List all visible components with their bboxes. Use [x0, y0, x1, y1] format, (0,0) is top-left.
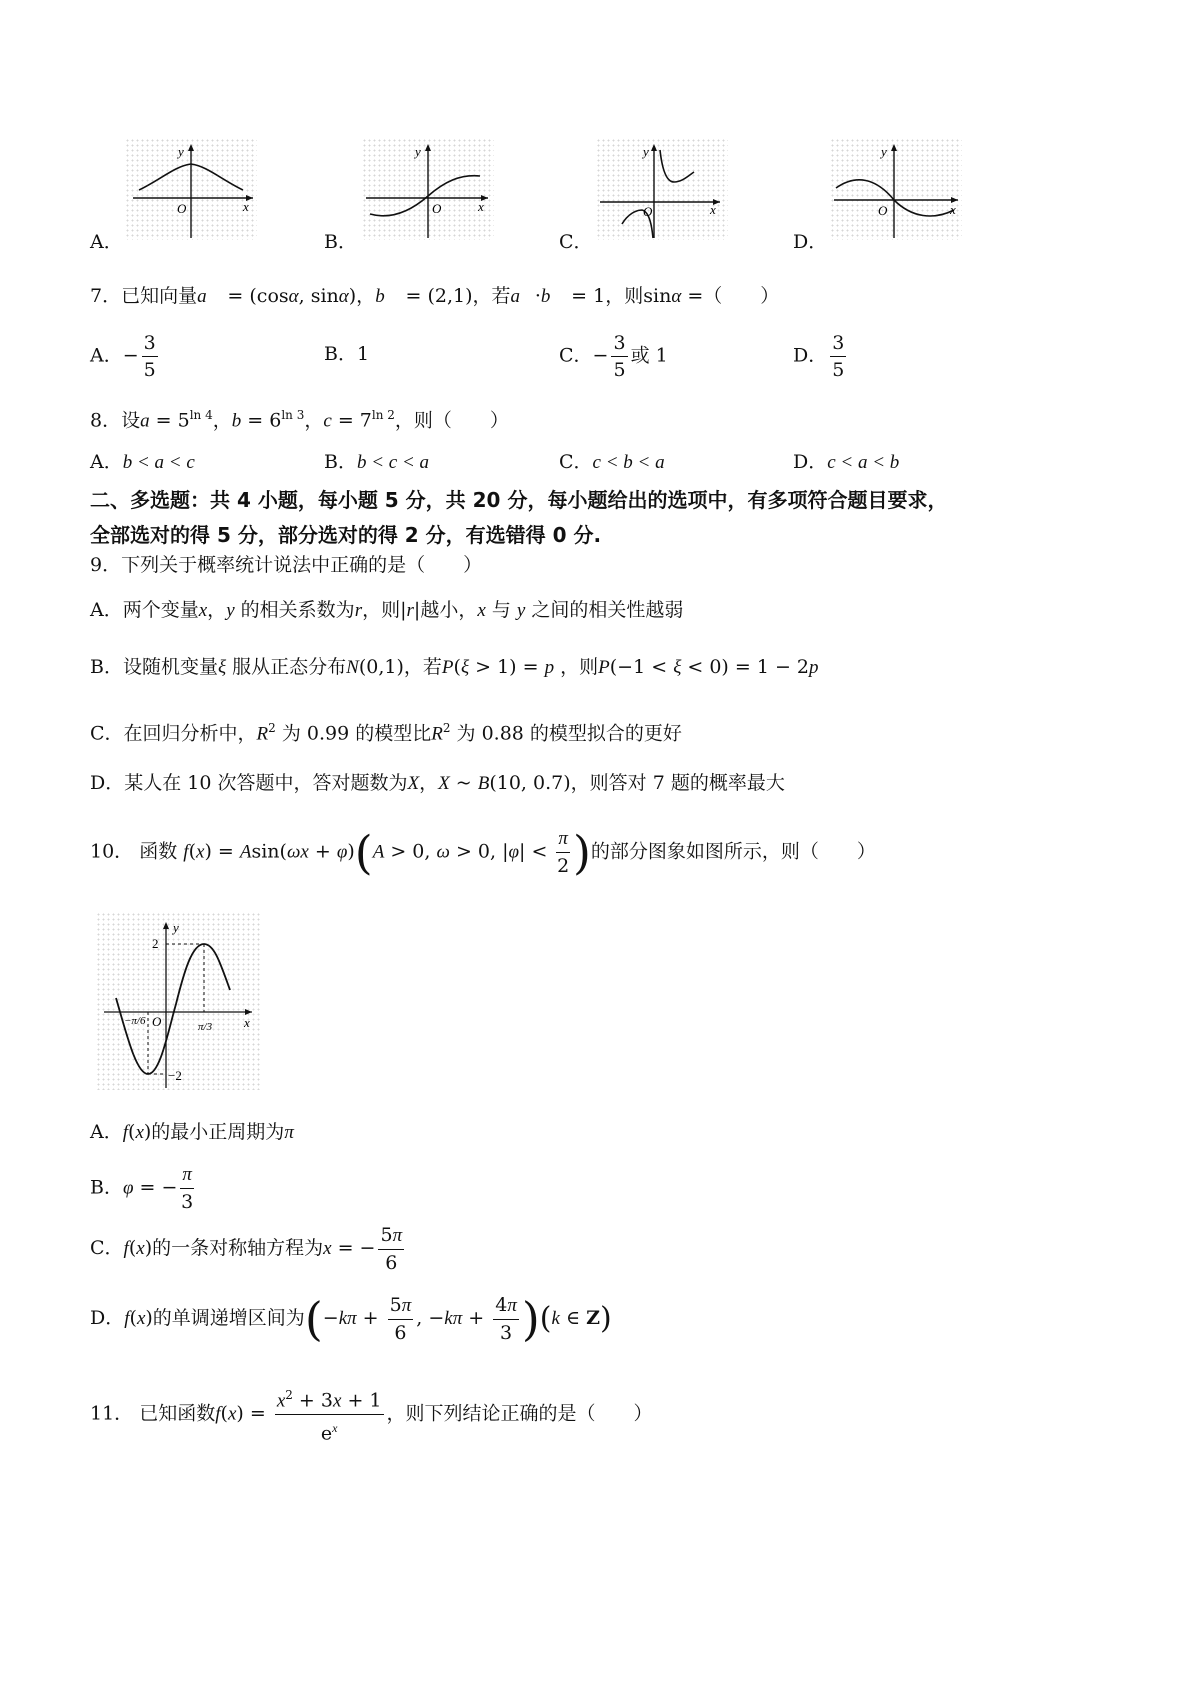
q6-option-c-label: C． — [559, 231, 593, 253]
graph-d-svg — [830, 138, 962, 240]
x-left-tick-label: −π/6 — [124, 1015, 146, 1027]
y-max-label: 2 — [152, 936, 159, 951]
q10-option-a: A．f(x)的最小正周期为π — [90, 1121, 294, 1143]
y-axis-label: y — [173, 920, 179, 935]
x-axis-label: x — [478, 199, 484, 214]
q9-option-d: D．某人在 10 次答题中，答对题数为X，X ~ B(10, 0.7)，则答对 7 题的概率最大 — [90, 772, 785, 794]
q11-stem: 11． 已知函数f(x) = $\frac{x^2 + 3x + 1}{e^x}$ ，则下列结论正确的是（ ） — [90, 1382, 653, 1447]
q6-option-d-label: D． — [793, 231, 828, 253]
q9-option-a: A．两个变量x，y 的相关系数为r，则|r|越小，x 与 y 之间的相关性越弱 — [90, 599, 684, 621]
graph-a — [125, 138, 257, 240]
q8-stem: 8．设$a = 5^{ln 4}$，$b = 6^{ln 3}$，$c = 7^{ln 2}$，则（ ） — [90, 408, 509, 432]
section-2-heading-line1: 二、多选题：共 4 小题，每小题 5 分，共 20 分，每小题给出的选项中，有多项符合题目要求， — [90, 488, 948, 512]
q7-option-c: C．− $\frac{3}{5}$ 或 1 — [559, 332, 668, 381]
graph-b-svg — [362, 138, 494, 240]
q10-graph-svg — [96, 912, 262, 1090]
vector-a: a⃗ — [197, 286, 222, 307]
q7-option-b: B．1 — [324, 343, 370, 365]
q6-option-a-label: A． — [90, 231, 123, 253]
graph-c — [596, 138, 728, 240]
x-right-tick-label: π/3 — [198, 1021, 213, 1033]
q9-stem: 9．下列关于概率统计说法中正确的是（ ） — [90, 554, 483, 576]
q8-option-c: C．c < b < a — [559, 451, 665, 473]
graph-b — [362, 138, 494, 240]
y-axis-label: y — [881, 144, 887, 159]
origin-label: O — [432, 201, 442, 216]
q8-option-d: D．c < a < b — [793, 451, 900, 473]
section-2-heading-line2: 全部选对的得 5 分，部分选对的得 2 分，有选错得 0 分. — [90, 523, 602, 547]
x-axis-label: x — [244, 1015, 250, 1030]
q8-option-a: A．b < a < c — [90, 451, 195, 473]
q6-option-b-label: B． — [324, 231, 357, 253]
origin-label: O — [643, 204, 653, 219]
q7-option-a: A．− $\frac{3}{5}$ — [90, 332, 156, 381]
q9-option-b: B．设随机变量ξ 服从正态分布N(0,1)，若P(ξ > 1) = p ，则P(−1 < ξ < 0) = 1 − 2p — [90, 656, 819, 678]
q10-option-b: B．φ = − $\frac{\pi}{3}$ — [90, 1164, 194, 1213]
q9-option-c: C．在回归分析中，$R^2$ 为 0.99 的模型比$R^2$ 为 0.88 的模型拟合的更好 — [90, 721, 682, 745]
q7-option-d: D． $\frac{3}{5}$ — [793, 332, 845, 381]
q10-stem: 10． 函数 f(x) = Asin(ωx + φ)(A > 0, ω > 0, |φ| < $\frac{\pi}{2}$ )的部分图象如图所示，则（ ） — [90, 825, 876, 880]
q10-option-c: C．f(x)的一条对称轴方程为x = − $\frac{5\pi}{6}$ — [90, 1224, 403, 1274]
graph-a-svg — [125, 138, 257, 240]
q10-option-d: D．f(x)的单调递增区间为(−kπ + $\frac{5\pi}{6}$ , −kπ + $\frac{4\pi}{3}$ )(k ∈ Z) — [90, 1292, 612, 1346]
y-axis-label: y — [643, 144, 649, 159]
q8-option-b: B．b < c < a — [324, 451, 430, 473]
vector-b: b⃗ — [375, 286, 400, 307]
x-axis-label: x — [243, 199, 249, 214]
y-axis-label: y — [178, 144, 184, 159]
graph-d — [830, 138, 962, 240]
q7-stem: 7．已知向量a⃗ = (cosα, sinα)，b⃗ = (2,1)，若a⃗·b⃗ = 1，则sinα =（ ） — [90, 285, 780, 307]
x-axis-label: x — [710, 202, 716, 217]
x-axis-label: x — [950, 202, 956, 217]
origin-label: O — [878, 203, 888, 218]
y-axis-label: y — [415, 144, 421, 159]
origin-label: O — [152, 1014, 162, 1029]
y-min-label: −2 — [168, 1068, 182, 1083]
origin-label: O — [177, 201, 187, 216]
graph-c-svg — [596, 138, 728, 240]
q10-graph — [96, 912, 262, 1090]
